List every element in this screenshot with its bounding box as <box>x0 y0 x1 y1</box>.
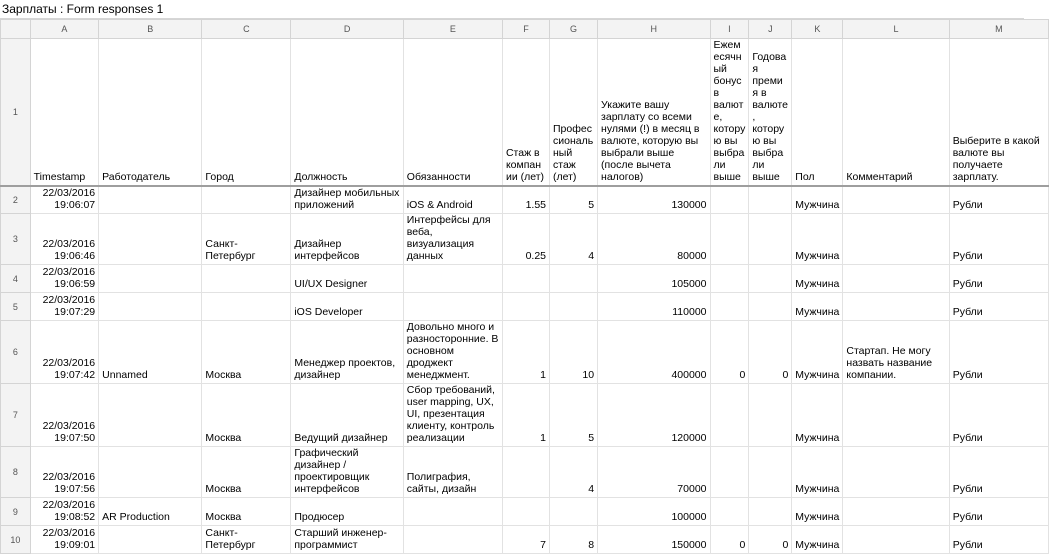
cell-currency[interactable]: Рубли <box>949 293 1048 321</box>
cell-city[interactable] <box>202 265 291 293</box>
table-row <box>1 498 1049 526</box>
column-header-c[interactable]: C <box>202 20 291 39</box>
column-header-h[interactable]: H <box>598 20 710 39</box>
cell-salary[interactable]: 80000 <box>598 214 710 265</box>
cell-employer[interactable] <box>99 447 202 498</box>
cell-currency[interactable]: Рубли <box>949 526 1048 554</box>
cell-timestamp[interactable]: 22/03/2016 19:09:01 <box>30 526 99 554</box>
spreadsheet-grid <box>0 19 1043 554</box>
row-number[interactable]: 6 <box>1 321 31 384</box>
cell-professional-years[interactable]: 5 <box>550 186 598 214</box>
cell-company-years[interactable] <box>502 293 549 321</box>
cell-duties[interactable] <box>403 498 502 526</box>
cell-city[interactable]: Москва <box>202 321 291 384</box>
table-row <box>1 214 1049 265</box>
cell-duties[interactable]: Полиграфия, сайты, дизайн <box>403 447 502 498</box>
cell-comment[interactable] <box>843 265 949 293</box>
sheet-title: Зарплаты : Form responses 1 <box>0 0 1024 19</box>
cell-city[interactable]: Санкт-Петербург <box>202 526 291 554</box>
cell-salary[interactable]: 120000 <box>598 384 710 447</box>
cell-company-years[interactable]: 1 <box>502 321 549 384</box>
cell-timestamp[interactable]: 22/03/2016 19:07:56 <box>30 447 99 498</box>
row-number[interactable]: 4 <box>1 265 31 293</box>
column-header-g[interactable]: G <box>550 20 598 39</box>
cell-position[interactable]: Менеджер проектов, дизайнер <box>291 321 403 384</box>
cell-company-years[interactable] <box>502 447 549 498</box>
row-number[interactable]: 10 <box>1 526 31 554</box>
column-header-a[interactable]: A <box>30 20 99 39</box>
cell-professional-years[interactable]: 5 <box>550 384 598 447</box>
cell-annual-bonus[interactable] <box>749 186 792 214</box>
sheet-table <box>0 19 1049 554</box>
cell-city[interactable]: Москва <box>202 384 291 447</box>
cell-monthly-bonus[interactable] <box>710 384 749 447</box>
cell-timestamp[interactable]: 22/03/2016 19:06:59 <box>30 265 99 293</box>
cell-monthly-bonus[interactable] <box>710 447 749 498</box>
cell-city[interactable]: Москва <box>202 447 291 498</box>
cell-position[interactable]: Дизайнер мобильных приложений <box>291 186 403 214</box>
cell-professional-years[interactable] <box>550 498 598 526</box>
cell-annual-bonus[interactable] <box>749 498 792 526</box>
cell-timestamp[interactable]: 22/03/2016 19:07:29 <box>30 293 99 321</box>
cell-salary[interactable]: 70000 <box>598 447 710 498</box>
cell-comment[interactable]: Стартап. Не могу назвать название компании. <box>843 321 949 384</box>
cell-gender[interactable]: Мужчина <box>792 526 843 554</box>
cell-currency[interactable]: Рубли <box>949 498 1048 526</box>
cell-position[interactable]: UI/UX Designer <box>291 265 403 293</box>
cell-professional-years[interactable] <box>550 293 598 321</box>
cell-employer[interactable] <box>99 384 202 447</box>
cell-salary[interactable]: 110000 <box>598 293 710 321</box>
cell-professional-years[interactable]: 4 <box>550 214 598 265</box>
cell-professional-years[interactable] <box>550 265 598 293</box>
cell-currency[interactable]: Рубли <box>949 384 1048 447</box>
cell-gender[interactable]: Мужчина <box>792 214 843 265</box>
cell-gender[interactable]: Мужчина <box>792 384 843 447</box>
cell-position[interactable]: Дизайнер интерфейсов <box>291 214 403 265</box>
cell-annual-bonus[interactable] <box>749 384 792 447</box>
cell-gender[interactable]: Мужчина <box>792 321 843 384</box>
column-header-d[interactable]: D <box>291 20 403 39</box>
header-cell-gender[interactable]: Пол <box>792 39 843 187</box>
cell-duties[interactable]: Довольно много и разносторонние. В основном дроджект менеджмент. <box>403 321 502 384</box>
cell-duties[interactable]: iOS & Android <box>403 186 502 214</box>
cell-annual-bonus[interactable]: 0 <box>749 526 792 554</box>
header-cell-professional-years[interactable]: Профессиональный стаж (лет) <box>550 39 598 187</box>
header-cell-city[interactable]: Город <box>202 39 291 187</box>
header-cell-annual-bonus[interactable]: Годовая премия в валюте, которую вы выбрали выше <box>749 39 792 187</box>
cell-comment[interactable] <box>843 293 949 321</box>
cell-monthly-bonus[interactable]: 0 <box>710 526 749 554</box>
row-number[interactable]: 2 <box>1 186 31 214</box>
column-header-l[interactable]: L <box>843 20 949 39</box>
cell-company-years[interactable]: 1 <box>502 384 549 447</box>
column-header-m[interactable]: M <box>949 20 1048 39</box>
cell-gender[interactable]: Мужчина <box>792 186 843 214</box>
cell-comment[interactable] <box>843 186 949 214</box>
table-row <box>1 384 1049 447</box>
header-cell-position[interactable]: Должность <box>291 39 403 187</box>
cell-professional-years[interactable]: 4 <box>550 447 598 498</box>
header-cell-currency[interactable]: Выберите в какой валюте вы получаете зарплату. <box>949 39 1048 187</box>
cell-position[interactable]: Ведущий дизайнер <box>291 384 403 447</box>
cell-salary[interactable]: 150000 <box>598 526 710 554</box>
cell-currency[interactable]: Рубли <box>949 447 1048 498</box>
cell-gender[interactable]: Мужчина <box>792 265 843 293</box>
cell-salary[interactable]: 105000 <box>598 265 710 293</box>
cell-monthly-bonus[interactable] <box>710 186 749 214</box>
row-number[interactable]: 1 <box>1 39 31 187</box>
row-number[interactable]: 9 <box>1 498 31 526</box>
cell-position[interactable]: Старший инженер-программист <box>291 526 403 554</box>
cell-monthly-bonus[interactable] <box>710 214 749 265</box>
cell-employer[interactable] <box>99 186 202 214</box>
table-row <box>1 526 1049 554</box>
header-cell-monthly-bonus[interactable]: Ежемесячный бонус в валюте, которую вы выбрали выше <box>710 39 749 187</box>
column-header-e[interactable]: E <box>403 20 502 39</box>
cell-city[interactable] <box>202 293 291 321</box>
cell-employer[interactable] <box>99 293 202 321</box>
row-number[interactable]: 8 <box>1 447 31 498</box>
cell-salary[interactable]: 100000 <box>598 498 710 526</box>
cell-company-years[interactable] <box>502 265 549 293</box>
header-cell-comment[interactable]: Комментарий <box>843 39 949 187</box>
cell-currency[interactable]: Рубли <box>949 265 1048 293</box>
cell-professional-years[interactable]: 8 <box>550 526 598 554</box>
cell-company-years[interactable]: 0.25 <box>502 214 549 265</box>
header-cell-company-years[interactable]: Стаж в компании (лет) <box>502 39 549 187</box>
cell-duties[interactable]: Сбор требований, user mapping, UX, UI, презентация клиенту, контроль реализации <box>403 384 502 447</box>
cell-annual-bonus[interactable]: 0 <box>749 321 792 384</box>
cell-monthly-bonus[interactable] <box>710 265 749 293</box>
cell-timestamp[interactable]: 22/03/2016 19:06:07 <box>30 186 99 214</box>
cell-timestamp[interactable]: 22/03/2016 19:07:42 <box>30 321 99 384</box>
header-cell-employer[interactable]: Работодатель <box>99 39 202 187</box>
cell-duties[interactable]: Интерфейсы для веба, визуализация данных <box>403 214 502 265</box>
cell-gender[interactable]: Мужчина <box>792 498 843 526</box>
cell-currency[interactable]: Рубли <box>949 186 1048 214</box>
header-cell-duties[interactable]: Обязанности <box>403 39 502 187</box>
row-number[interactable]: 5 <box>1 293 31 321</box>
cell-company-years[interactable]: 1.55 <box>502 186 549 214</box>
cell-gender[interactable]: Мужчина <box>792 293 843 321</box>
cell-comment[interactable] <box>843 447 949 498</box>
header-cell-timestamp[interactable]: Timestamp <box>30 39 99 187</box>
cell-salary[interactable]: 400000 <box>598 321 710 384</box>
cell-annual-bonus[interactable] <box>749 447 792 498</box>
cell-duties[interactable] <box>403 526 502 554</box>
cell-timestamp[interactable]: 22/03/2016 19:07:50 <box>30 384 99 447</box>
table-row <box>1 321 1049 384</box>
cell-professional-years[interactable]: 10 <box>550 321 598 384</box>
table-row <box>1 293 1049 321</box>
cell-duties[interactable] <box>403 265 502 293</box>
cell-position[interactable]: iOS Developer <box>291 293 403 321</box>
cell-monthly-bonus[interactable]: 0 <box>710 321 749 384</box>
table-row <box>1 186 1049 214</box>
cell-annual-bonus[interactable] <box>749 214 792 265</box>
cell-comment[interactable] <box>843 526 949 554</box>
cell-employer[interactable] <box>99 265 202 293</box>
cell-duties[interactable] <box>403 293 502 321</box>
cell-timestamp[interactable]: 22/03/2016 19:06:46 <box>30 214 99 265</box>
cell-company-years[interactable] <box>502 498 549 526</box>
cell-comment[interactable] <box>843 498 949 526</box>
cell-timestamp[interactable]: 22/03/2016 19:08:52 <box>30 498 99 526</box>
table-row <box>1 447 1049 498</box>
row-number[interactable]: 7 <box>1 384 31 447</box>
cell-gender[interactable]: Мужчина <box>792 447 843 498</box>
cell-employer[interactable] <box>99 214 202 265</box>
cell-position[interactable]: Графический дизайнер / проектировщик интерфейсов <box>291 447 403 498</box>
cell-monthly-bonus[interactable] <box>710 293 749 321</box>
cell-annual-bonus[interactable] <box>749 293 792 321</box>
cell-comment[interactable] <box>843 214 949 265</box>
select-all-corner[interactable] <box>1 20 31 39</box>
cell-comment[interactable] <box>843 384 949 447</box>
cell-city[interactable]: Москва <box>202 498 291 526</box>
cell-city[interactable] <box>202 186 291 214</box>
cell-employer[interactable]: Unnamed <box>99 321 202 384</box>
cell-company-years[interactable]: 7 <box>502 526 549 554</box>
column-header-k[interactable]: K <box>792 20 843 39</box>
cell-currency[interactable]: Рубли <box>949 214 1048 265</box>
cell-employer[interactable]: AR Production <box>99 498 202 526</box>
cell-monthly-bonus[interactable] <box>710 498 749 526</box>
column-header-i[interactable]: I <box>710 20 749 39</box>
column-header-f[interactable]: F <box>502 20 549 39</box>
row-number[interactable]: 3 <box>1 214 31 265</box>
cell-position[interactable]: Продюсер <box>291 498 403 526</box>
cell-employer[interactable] <box>99 526 202 554</box>
header-cell-salary[interactable]: Укажите вашу зарплату со всеми нулями (!) в месяц в валюте, которую вы выбрали выше (после вычета налогов) <box>598 39 710 187</box>
cell-annual-bonus[interactable] <box>749 265 792 293</box>
cell-currency[interactable]: Рубли <box>949 321 1048 384</box>
column-header-b[interactable]: B <box>99 20 202 39</box>
column-header-j[interactable]: J <box>749 20 792 39</box>
cell-salary[interactable]: 130000 <box>598 186 710 214</box>
cell-city[interactable]: Санкт-Петербург <box>202 214 291 265</box>
table-row <box>1 265 1049 293</box>
